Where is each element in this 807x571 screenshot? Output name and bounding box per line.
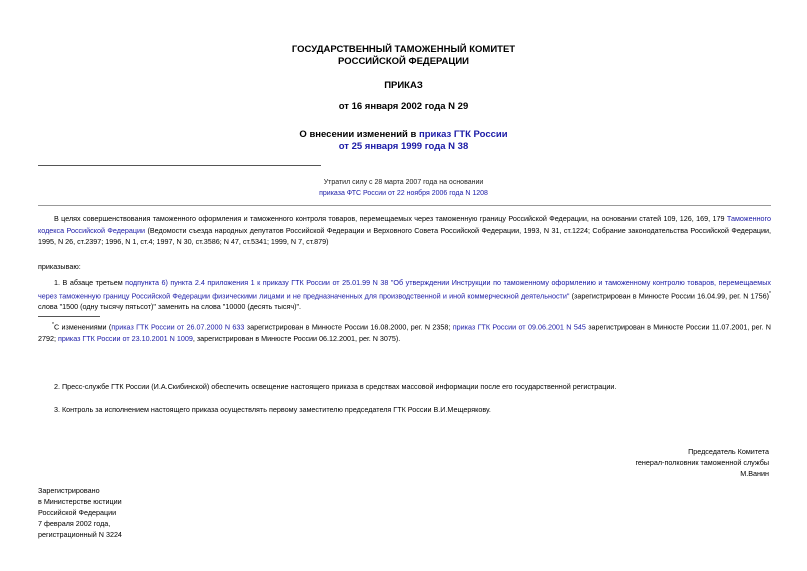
item-1-link[interactable]: подпункта 6) пункта 2.4 приложения 1 к приказу ГТК России от 25.01.99 N 38 "Об утверждении Инструкции по таможенному оформлению и таможенному контролю товаров, перемещаемых через таможенную границу Российской Федерации физическими лицами и не предназначенных для производственной и иной коммерческной деятельности" (38, 278, 771, 300)
status-line: Утратил силу с 28 марта 2007 года на основании (323, 179, 484, 186)
doc-type: ПРИКАЗ (384, 80, 423, 91)
divider (38, 165, 321, 166)
item-1-registration: (зарегистрирован в Минюсте России 16.04.99, рег. N 1756) (569, 290, 770, 300)
footnote-text-4: , зарегистрирован в Минюсте России 06.12.2001, рег. N 3075). (192, 333, 401, 343)
item-1-text: 1. В абзаце третьем (54, 278, 126, 287)
subject-link-line2[interactable]: от 25 января 1999 года N 38 (338, 141, 469, 152)
order-word: приказываю: (38, 262, 81, 271)
footnote-text-3: зарегистрирован в Минюсте России 11.07.2001, рег. N 2792; (38, 322, 771, 343)
status-link[interactable]: приказа ФТС России от 22 ноября 2006 года N 1208 (319, 190, 488, 197)
org-title-line1: ГОСУДАРСТВЕННЫЙ ТАМОЖЕННЫЙ КОМИТЕТ (291, 44, 516, 55)
footnote-ref: * (769, 290, 771, 297)
divider (38, 205, 771, 206)
subject-link[interactable]: приказ ГТК России (419, 129, 508, 140)
subject-prefix: О внесении изменений в (299, 129, 420, 140)
footnote-divider (38, 316, 100, 317)
preamble-text: В целях совершенствования таможенного оформления и таможенного контроля товаров, перемещаемых через таможенную границу Российской Федерации, на основании статей 109, 126, 169, 179 (54, 214, 727, 223)
footnote-mark: * (52, 322, 54, 328)
preamble-paragraph (38, 213, 771, 248)
signature-name: М.Ванин (740, 469, 769, 478)
registration-line-5: регистрационный N 3224 (38, 530, 122, 539)
item-2-paragraph: 2. Пресс-службе ГТК России (И.А.Скибинской) обеспечить освещение настоящего приказа в средствах массовой информации после его государственной регистрации. (54, 382, 617, 391)
footnote-link-1[interactable]: приказ ГТК России от 26.07.2000 N 633 (111, 322, 245, 332)
org-title-line2: РОССИЙСКОЙ ФЕДЕРАЦИИ (337, 56, 469, 67)
registration-line-3: Российской Федерации (38, 508, 117, 517)
preamble-text-2: (Ведомости съезда народных депутатов Российской Федерации и Верховного Совета Российской Федерации, 1993, N 31, ст.1224; Собрание законодательства Российской Федерации, 1995, N 26, ст.2397; 1996, N 1, ст.4; 1997, N 30, ст.3586; N 47, ст.5341; 1999, N 7, ст.879) (38, 225, 771, 246)
footnote-link-3[interactable]: приказ ГТК России от 23.10.2001 N 1009 (57, 333, 193, 343)
item-1-paragraph (38, 277, 771, 313)
registration-line-1: Зарегистрировано (38, 486, 100, 495)
registration-line-4: 7 февраля 2002 года, (38, 519, 111, 528)
footnote-text-2: зарегистрирован в Минюсте России 16.08.2000, рег. N 2358; (244, 322, 453, 332)
signature-rank: генерал-полковник таможенной службы (635, 458, 769, 467)
doc-subject (0, 129, 807, 140)
customs-code-link[interactable]: Таможенного кодекса Российской Федерации (38, 214, 771, 235)
footnote-link-2[interactable]: приказ ГТК России от 09.06.2001 N 545 (452, 322, 586, 332)
signature-position: Председатель Комитета (688, 447, 769, 456)
item-1-text-end: слова "1500 (одну тысячу пятьсот)" заменить на слова "10000 (десять тысяч)". (38, 302, 302, 312)
footnote-text: С изменениями ( (53, 322, 112, 332)
registration-line-2: в Министерстве юстиции (38, 497, 122, 506)
doc-date: от 16 января 2002 года N 29 (338, 101, 469, 112)
item-3-paragraph: 3. Контроль за исполнением настоящего приказа осуществлять первому заместителю председателя ГТК России В.И.Мещерякову. (54, 405, 491, 414)
footnote-paragraph (38, 320, 771, 344)
